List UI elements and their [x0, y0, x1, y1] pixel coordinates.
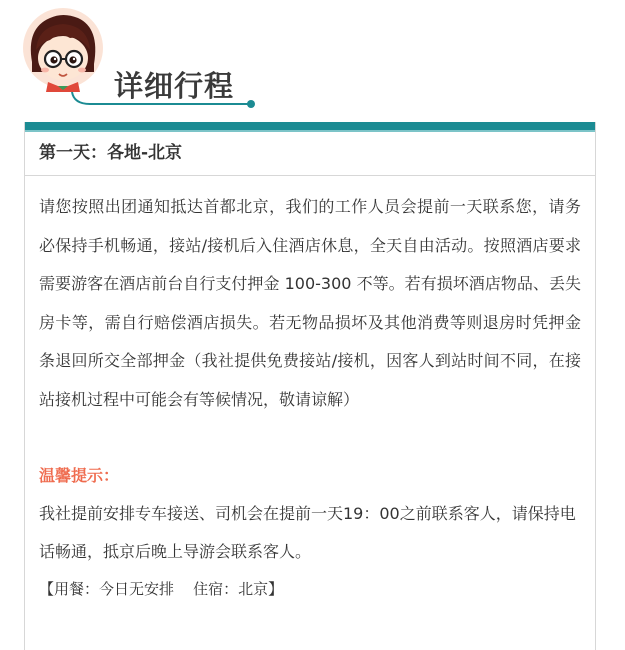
itinerary-header	[0, 0, 625, 124]
stay-label: 住宿：北京】	[193, 580, 284, 598]
meal-label: 【用餐：今日无安排	[39, 580, 175, 598]
day-title: 第一天：各地-北京	[25, 132, 595, 176]
meal-stay-row	[39, 571, 581, 607]
tip-text: 我社提前安排专车接送、司机会在提前一天19：00之前联系客人，请保持电话畅通，抵京后晚上导游会联系客人。	[39, 504, 576, 561]
paragraph-spacer	[39, 419, 581, 457]
card-accent-bar	[25, 122, 595, 132]
day-description: 请您按照出团通知抵达首都北京，我们的工作人员会提前一天联系您，请务必保持手机畅通，接站/接机后入住酒店休息，全天自由活动。按照酒店要求需要游客在酒店前台自行支付押金 100-300 不等。若有损坏酒店物品、丢失房卡等，需自行赔偿酒店损失。若无物品损坏及其他消费等则退房时凭押金条退回所交全部押金（我社提供免费接站/接机，因客人到站时间不同，在接站接机过程中可能会有等候情况，敬请谅解）	[39, 197, 581, 409]
avatar-icon	[20, 6, 106, 96]
tip-title: 温馨提示：	[39, 466, 120, 485]
day-body	[25, 176, 595, 607]
day-card	[24, 122, 596, 650]
section-title: 详细行程	[114, 69, 235, 103]
